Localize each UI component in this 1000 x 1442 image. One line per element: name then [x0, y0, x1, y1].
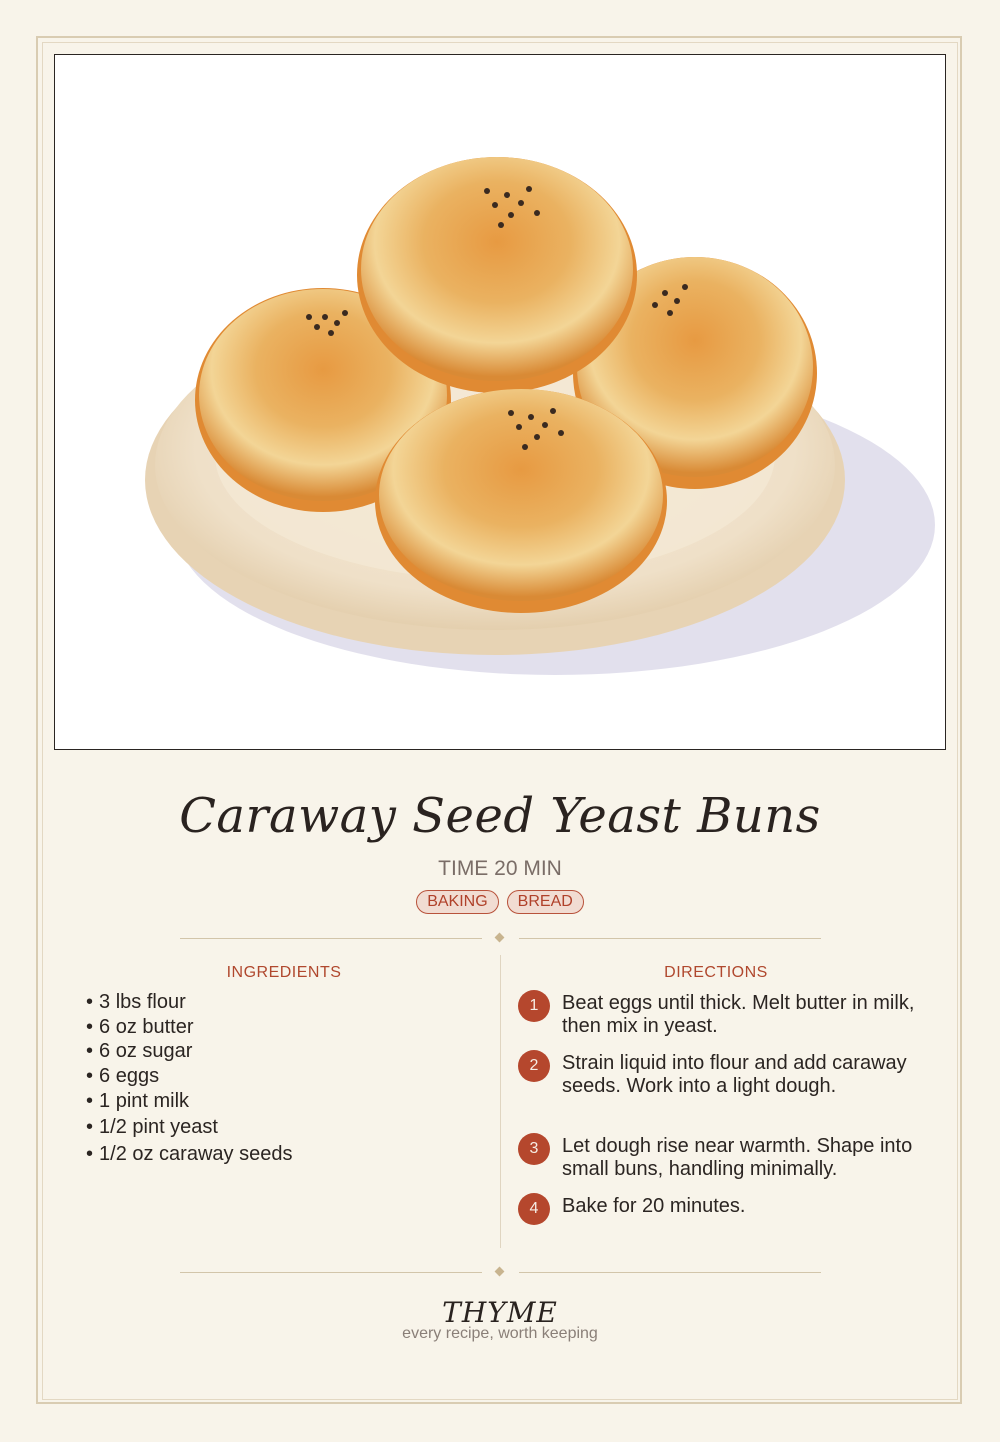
step-text: Let dough rise near warmth. Shape into small buns, handling minimally. — [562, 1135, 913, 1180]
step-number-badge: 3 — [518, 1133, 550, 1165]
tag-bread[interactable]: BREAD — [507, 890, 584, 914]
divider-bottom — [180, 1267, 821, 1279]
brand-tagline: every recipe, worth keeping — [402, 1325, 598, 1342]
caraway-buns-illustration — [55, 55, 945, 749]
diamond-icon — [495, 1267, 505, 1277]
diamond-icon — [495, 933, 505, 943]
tag-list — [0, 890, 1000, 914]
step-text: Beat eggs until thick. Melt butter in milk, then mix in yeast. — [562, 992, 915, 1037]
ingredient-item: • 1 pint milk — [86, 1089, 190, 1112]
brand-logo: THYME — [442, 1296, 558, 1329]
ingredient-item: • 1/2 oz caraway seeds — [86, 1142, 293, 1165]
bun-front — [375, 389, 667, 613]
ingredient-item: • 1/2 pint yeast — [86, 1115, 218, 1138]
recipe-photo — [54, 54, 946, 750]
step-text: Bake for 20 minutes. — [562, 1195, 746, 1217]
recipe-title: Caraway Seed Yeast Buns — [179, 788, 821, 844]
tag-baking[interactable]: BAKING — [416, 890, 498, 914]
bun-back — [357, 157, 637, 393]
ingredient-item: • 3 lbs flour — [86, 991, 186, 1013]
step-number-badge: 4 — [518, 1193, 550, 1225]
ingredient-item: • 6 eggs — [86, 1064, 160, 1087]
ingredient-item: • 6 oz butter — [86, 1015, 194, 1038]
step-text: Strain liquid into flour and add caraway seeds. Work into a light dough. — [562, 1052, 907, 1097]
divider-top — [180, 933, 821, 945]
ingredient-list — [86, 990, 292, 1166]
ingredients-heading: INGREDIENTS — [226, 964, 342, 981]
ingredient-item: • 6 oz sugar — [86, 1040, 193, 1063]
step-number-badge: 2 — [518, 1050, 550, 1082]
column-separator — [500, 955, 501, 1248]
directions-heading: DIRECTIONS — [664, 964, 768, 981]
cook-time: TIME 20 MIN — [438, 857, 562, 880]
step-number-badge: 1 — [518, 990, 550, 1022]
